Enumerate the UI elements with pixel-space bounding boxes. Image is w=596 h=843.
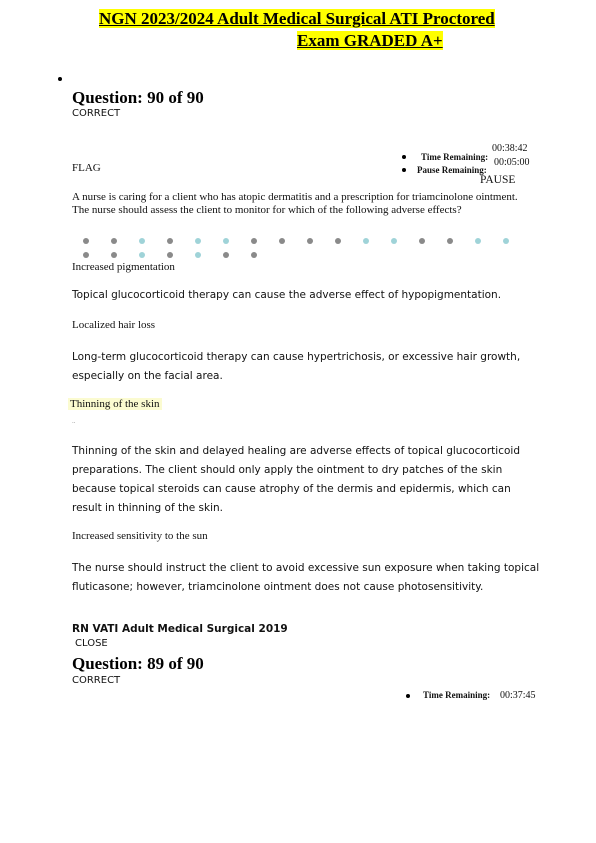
title-text-1: NGN 2023/2024 Adult Medical Surgical ATI Proctored <box>99 9 495 28</box>
question-89-heading: Question: 89 of 90 <box>72 654 204 673</box>
status-dot-icon <box>251 238 257 244</box>
status-dot-icon <box>307 238 313 244</box>
option-1-explanation: Topical glucocorticoid therapy can cause the adverse effect of hypopigmentation. <box>72 289 502 301</box>
status-dot-icon <box>503 238 509 244</box>
status-dot-icon <box>335 238 341 244</box>
option-increased-sensitivity-to-the-sun[interactable]: Increased sensitivity to the sun <box>72 530 208 542</box>
question-90-heading: Question: 90 of 90 <box>72 88 204 107</box>
option-2-explanation: Long-term glucocorticoid therapy can cause hypertrichosis, or excessive hair growth, especially on the facial area. <box>72 351 521 382</box>
status-dot-icon <box>419 238 425 244</box>
status-dot-icon <box>475 238 481 244</box>
q89-time-remaining-value: 00:37:45 <box>500 690 536 701</box>
option-3-explanation: Thinning of the skin and delayed healing are adverse effects of topical glucocorticoid preparations. The client should only apply the ointment to dry patches of the skin because topical steroids can cause atrophy of the dermis and epidermis, which can result in thinning of the skin. <box>72 445 520 514</box>
status-dot-icon <box>195 252 201 258</box>
status-dot-icon <box>223 238 229 244</box>
status-dot-icon <box>447 238 453 244</box>
document-title-line-2 <box>297 31 443 51</box>
time-remaining-value: 00:38:42 <box>492 143 528 154</box>
option-localized-hair-loss[interactable]: Localized hair loss <box>72 319 156 331</box>
title-text-2: Exam GRADED A+ <box>297 31 443 50</box>
option-3-label: Thinning of the skin <box>70 398 160 410</box>
bullet-icon <box>402 155 406 159</box>
option-thinning-of-the-skin[interactable] <box>68 398 162 410</box>
status-dot-icon <box>223 252 229 258</box>
status-dot-icon <box>167 252 173 258</box>
status-dot-icon <box>111 238 117 244</box>
status-dot-icon <box>363 238 369 244</box>
status-dot-icon <box>139 238 145 244</box>
small-mark: .. <box>72 417 76 425</box>
flag-button[interactable]: FLAG <box>72 162 101 174</box>
bullet-icon <box>402 168 406 172</box>
pause-remaining-label: Pause Remaining: <box>417 165 487 175</box>
close-button[interactable]: CLOSE <box>75 638 108 649</box>
option-4-explanation: The nurse should instruct the client to avoid excessive sun exposure when taking topical fluticasone; however, triamcinolone ointment does not cause photosensitivity. <box>72 562 540 593</box>
status-dot-icon <box>279 238 285 244</box>
pause-remaining-value: 00:05:00 <box>494 157 530 168</box>
bullet-icon <box>58 77 62 81</box>
question-90-status: CORRECT <box>72 108 121 119</box>
course-title: RN VATI Adult Medical Surgical 2019 <box>72 623 288 635</box>
status-dot-icon <box>111 252 117 258</box>
option-increased-pigmentation[interactable]: Increased pigmentation <box>72 261 175 273</box>
status-dot-icon <box>139 252 145 258</box>
q89-time-remaining-label: Time Remaining: <box>423 690 491 700</box>
status-dot-icon <box>195 238 201 244</box>
bullet-icon <box>406 694 410 698</box>
status-dot-icon <box>83 238 89 244</box>
time-remaining-label: Time Remaining: <box>421 152 489 162</box>
status-dot-icon <box>83 252 89 258</box>
status-dot-icon <box>391 238 397 244</box>
pause-button[interactable]: PAUSE <box>480 174 516 186</box>
status-dot-icon <box>251 252 257 258</box>
document-title-line-1 <box>99 9 495 29</box>
question-stem: A nurse is caring for a client who has atopic dermatitis and a prescription for triamcinolone ointment. The nurse should assess the client to monitor for which of the following adverse effects? <box>72 191 518 216</box>
status-dot-icon <box>167 238 173 244</box>
question-89-status: CORRECT <box>72 675 121 686</box>
